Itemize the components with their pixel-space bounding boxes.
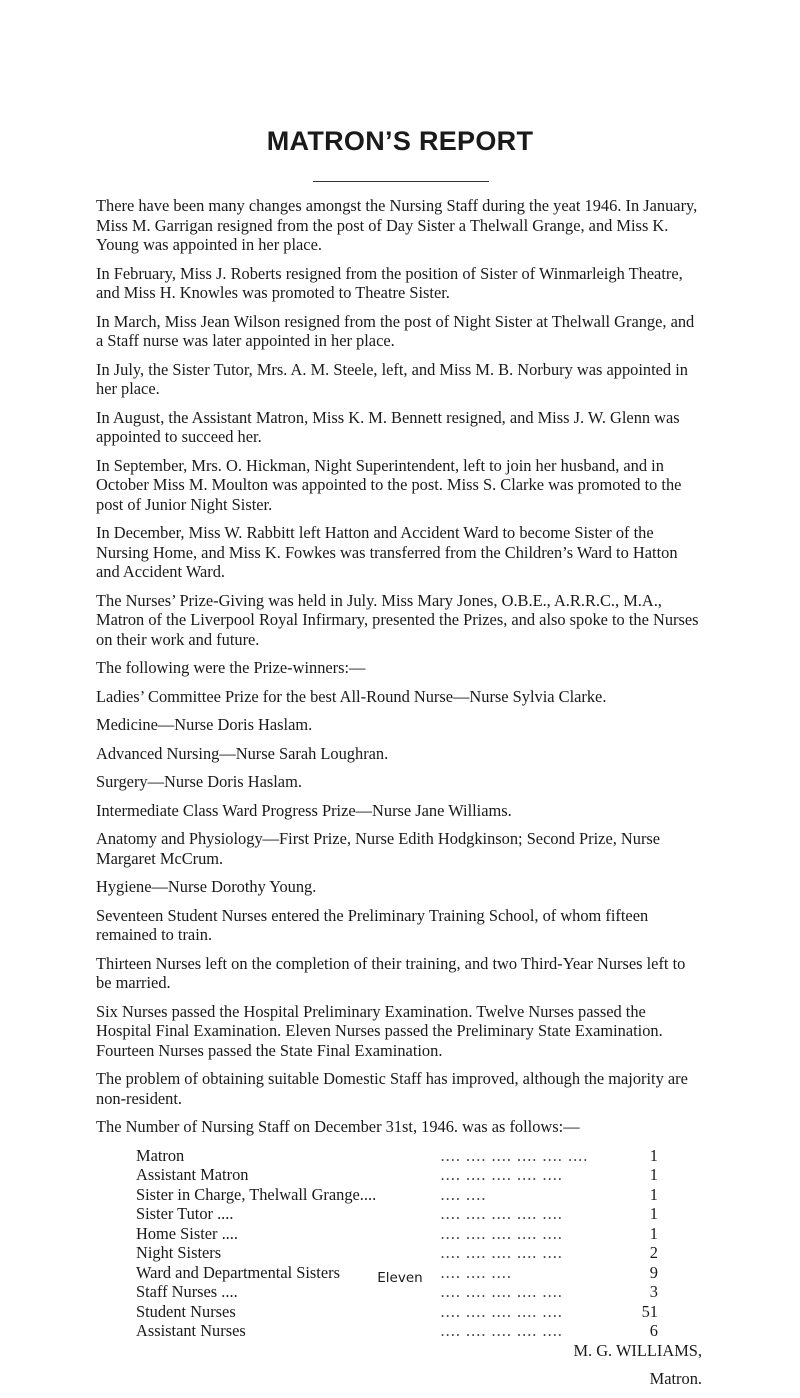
paragraph: In September, Mrs. O. Hickman, Night Superintendent, left to join her husband, and in October Miss M. Moulton was appointed to the post. Miss S. Clarke was promoted to the post of Junior Night Sister.: [96, 455, 682, 514]
staff-count: 2: [649, 1243, 658, 1262]
paragraph: Thirteen Nurses left on the completion of their training, and two Third-Year Nurses left to be married.: [96, 953, 686, 992]
prize-item: Ladies’ Committee Prize for the best All-Round Nurse—Nurse Sylvia Clarke.: [96, 686, 607, 706]
prize-item: Hygiene—Nurse Dorothy Young.: [96, 877, 317, 896]
table-row: [136, 1185, 658, 1205]
staff-count: 3: [649, 1282, 658, 1301]
leader-dots: .... .... .... .... ....: [440, 1321, 563, 1340]
table-row: [136, 1243, 658, 1263]
leader-dots: .... .... ....: [440, 1262, 512, 1282]
title-divider: [313, 181, 489, 182]
staff-role: Assistant Nurses: [136, 1321, 246, 1340]
paragraph: Seventeen Student Nurses entered the Preliminary Training School, of whom fifteen remained to train.: [96, 905, 649, 944]
paragraph: In December, Miss W. Rabbitt left Hatton and Accident Ward to become Sister of the Nursing Home, and Miss K. Fowkes was transferred from the Children’s Ward to Hatton and Accident Ward.: [96, 523, 678, 581]
staff-count: 1: [649, 1165, 658, 1184]
paragraph: In July, the Sister Tutor, Mrs. A. M. Steele, left, and Miss M. B. Norbury was appointed in her place.: [96, 359, 688, 398]
staff-role: Assistant Matron: [136, 1165, 249, 1184]
leader-dots: .... ....: [440, 1184, 487, 1204]
paragraph: The following were the Prize-winners:—: [96, 658, 366, 677]
staff-count: 1: [649, 1184, 658, 1204]
table-row: [136, 1302, 658, 1322]
paragraph: The problem of obtaining suitable Domestic Staff has improved, although the majority are non-resident.: [96, 1069, 688, 1108]
staff-role: Night Sisters: [136, 1243, 222, 1262]
leader-dots: .... .... .... .... ....: [440, 1301, 563, 1321]
page-title: MATRON’S REPORT: [266, 126, 534, 156]
prize-item: Surgery—Nurse Doris Haslam.: [96, 772, 302, 791]
staff-table: [136, 1146, 658, 1341]
leader-dots: .... .... .... .... .... ....: [440, 1145, 589, 1165]
paragraph: The Nurses’ Prize-Giving was held in July. Miss Mary Jones, O.B.E., A.R.R.C., M.A., Matron of the Liverpool Royal Infirmary, presented the Prizes, and also spoke to the Nurses on their work and future.: [96, 590, 699, 649]
paragraph: In August, the Assistant Matron, Miss K. M. Bennett resigned, and Miss J. W. Glenn was appointed to succeed her.: [96, 407, 680, 446]
staff-count: 9: [649, 1262, 658, 1282]
staff-role: Matron: [136, 1145, 185, 1165]
staff-intro: The Number of Nursing Staff on December 31st, 1946. was as follows:—: [96, 1117, 580, 1136]
paragraph: In March, Miss Jean Wilson resigned from the post of Night Sister at Thelwall Grange, and a Staff nurse was later appointed in her place.: [96, 311, 695, 350]
staff-count: 1: [649, 1145, 658, 1165]
paragraph: In February, Miss J. Roberts resigned from the position of Sister of Winmarleigh Theatre, and Miss H. Knowles was promoted to Theatre Sister.: [96, 263, 683, 302]
leader-dots: .... .... .... .... ....: [440, 1243, 563, 1262]
table-row: [136, 1165, 658, 1185]
staff-role: Ward and Departmental Sisters: [136, 1262, 340, 1282]
prize-item: Anatomy and Physiology—First Prize, Nurse Edith Hodgkinson; Second Prize, Nurse Margaret McCrum.: [96, 829, 661, 868]
staff-role: Student Nurses: [136, 1301, 236, 1321]
leader-dots: .... .... .... .... ....: [440, 1204, 563, 1223]
page-number: Eleven: [377, 1270, 423, 1286]
signature-title: Matron.: [649, 1369, 702, 1388]
prize-item: Medicine—Nurse Doris Haslam.: [96, 715, 313, 734]
staff-role: Staff Nurses ....: [136, 1282, 238, 1301]
table-row: [136, 1204, 658, 1224]
table-row: [136, 1146, 658, 1166]
staff-count: 1: [649, 1204, 658, 1223]
report-body: [96, 196, 704, 1398]
staff-count: 1: [649, 1223, 658, 1243]
table-row: [136, 1321, 658, 1341]
prize-item: Intermediate Class Ward Progress Prize—Nurse Jane Williams.: [96, 800, 512, 820]
table-row: [136, 1224, 658, 1244]
prize-item: Advanced Nursing—Nurse Sarah Loughran.: [96, 743, 389, 763]
staff-count: 51: [641, 1301, 658, 1321]
paragraph: Six Nurses passed the Hospital Preliminary Examination. Twelve Nurses passed the Hospital Final Examination. Eleven Nurses passed the Preliminary State Examination. Fourteen Nurses passed the State Final Examination.: [96, 1001, 663, 1060]
leader-dots: .... .... .... .... ....: [440, 1223, 563, 1243]
signature-name: M. G. WILLIAMS,: [573, 1340, 702, 1360]
paragraph: There have been many changes amongst the Nursing Staff during the yeat 1946. In January, Miss M. Garrigan resigned from the post of Day Sister a Thelwall Grange, and Miss K. Young was appointed in her place.: [96, 196, 698, 254]
staff-role: Home Sister ....: [136, 1223, 238, 1243]
staff-role: Sister in Charge, Thelwall Grange....: [136, 1184, 377, 1204]
staff-count: 6: [649, 1321, 658, 1340]
leader-dots: .... .... .... .... ....: [440, 1165, 563, 1184]
leader-dots: .... .... .... .... ....: [440, 1282, 563, 1301]
staff-role: Sister Tutor ....: [136, 1204, 234, 1223]
